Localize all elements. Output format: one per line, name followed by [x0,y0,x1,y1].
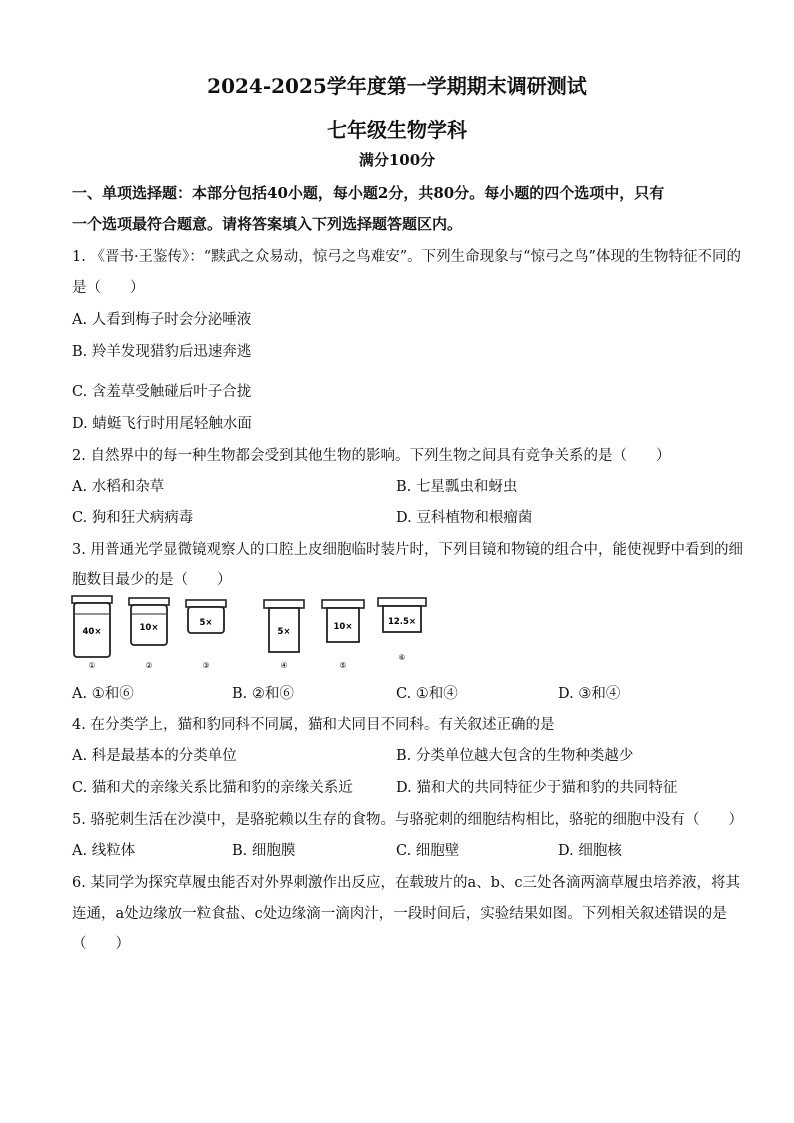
q1-option-d: D. 蜻蜓飞行时用尾轻触水面 [72,416,252,432]
q1-stem-cont: 是（ ） [72,280,145,296]
q4-option-a: A. 科是最基本的分类单位 [72,748,237,764]
q2-option-b: B. 七星瓢虫和蚜虫 [396,479,518,495]
q3-option-b: B. ②和⑥ [232,686,294,702]
lens-5-mark: 10× [333,622,353,632]
q4-option-d: D. 猫和犬的共同特征少于猫和豹的共同特征 [396,780,678,796]
lens-2 [129,598,169,670]
q5-stem: 5. 骆驼刺生活在沙漠中，是骆驼赖以生存的食物。与骆驼刺的细胞结构相比，骆驼的细胞中没有（ ） [72,812,743,828]
lens-6-mark: 12.5× [387,617,417,627]
q1-option-a: A. 人看到梅子时会分泌唾液 [72,312,252,328]
q6-stem-cont: 连通，a处边缘放一粒食盐、c处边缘滴一滴肉汁，一段时间后，实验结果如图。下列相关叙述错误的是 [72,906,727,922]
section-instructions-line1: 一、单项选择题：本部分包括40小题，每小题2分，共80分。每小题的四个选项中，只有 [72,184,665,202]
lens-5-number: ⑤ [339,661,347,670]
full-score: 满分100分 [358,151,436,169]
q5-option-a: A. 线粒体 [72,843,136,859]
q5-option-d: D. 细胞核 [558,843,622,859]
q3-option-a: A. ①和⑥ [72,686,134,702]
q3-option-d: D. ③和④ [558,686,621,702]
lens-3 [186,600,226,670]
exam-subtitle: 七年级生物学科 [327,118,467,142]
lens-4 [264,600,304,670]
q2-option-d: D. 豆科植物和根瘤菌 [396,510,533,526]
q2-option-c: C. 狗和狂犬病病毒 [72,510,194,526]
q4-stem: 4. 在分类学上，猫和豹同科不同属，猫和犬同目不同科。有关叙述正确的是 [72,717,555,733]
microscope-lens-figure [62,594,442,670]
q3-option-c: C. ①和④ [396,686,458,702]
lens-1-number: ① [88,661,96,670]
lens-2-number: ② [145,661,153,670]
q2-option-a: A. 水稻和杂草 [72,479,165,495]
q6-stem-cont2: （ ） [72,936,130,952]
lens-4-mark: 5× [277,627,291,637]
q3-stem-cont: 胞数目最少的是（ ） [72,572,232,588]
lens-1 [72,596,112,670]
lens-4-number: ④ [280,661,288,670]
q3-stem: 3. 用普通光学显微镜观察人的口腔上皮细胞临时装片时，下列目镜和物镜的组合中，能使视野中看到的细 [72,542,743,558]
lens-1-mark: 40× [82,627,102,637]
q2-stem: 2. 自然界中的每一种生物都会受到其他生物的影响。下列生物之间具有竞争关系的是（ ） [72,448,671,464]
lens-3-number: ③ [202,661,210,670]
q4-option-c: C. 猫和犬的亲缘关系比猫和豹的亲缘关系近 [72,780,353,796]
lens-5 [322,600,364,670]
q4-option-b: B. 分类单位越大包含的生物种类越少 [396,748,634,764]
q1-option-c: C. 含羞草受触碰后叶子合拢 [72,384,252,400]
q5-option-b: B. 细胞膜 [232,843,296,859]
lens-6-number: ⑥ [398,653,406,662]
exam-title: 2024-2025学年度第一学期期末调研测试 [207,74,587,98]
q1-stem: 1. 《晋书·王鉴传》：“黩武之众易动，惊弓之鸟难安”。下列生命现象与“惊弓之鸟”体现的生物特征不同的 [72,249,741,265]
lens-2-mark: 10× [139,623,159,633]
q5-option-c: C. 细胞壁 [396,843,460,859]
section-instructions-line2: 一个选项最符合题意。请将答案填入下列选择题答题区内。 [72,215,463,233]
q1-option-b: B. 羚羊发现猎豹后迅速奔逃 [72,344,252,360]
lens-6 [378,598,426,662]
lens-3-mark: 5× [199,618,213,628]
q6-stem: 6. 某同学为探究草履虫能否对外界刺激作出反应，在载玻片的a、b、c三处各滴两滴草履虫培养液，将其 [72,875,740,891]
